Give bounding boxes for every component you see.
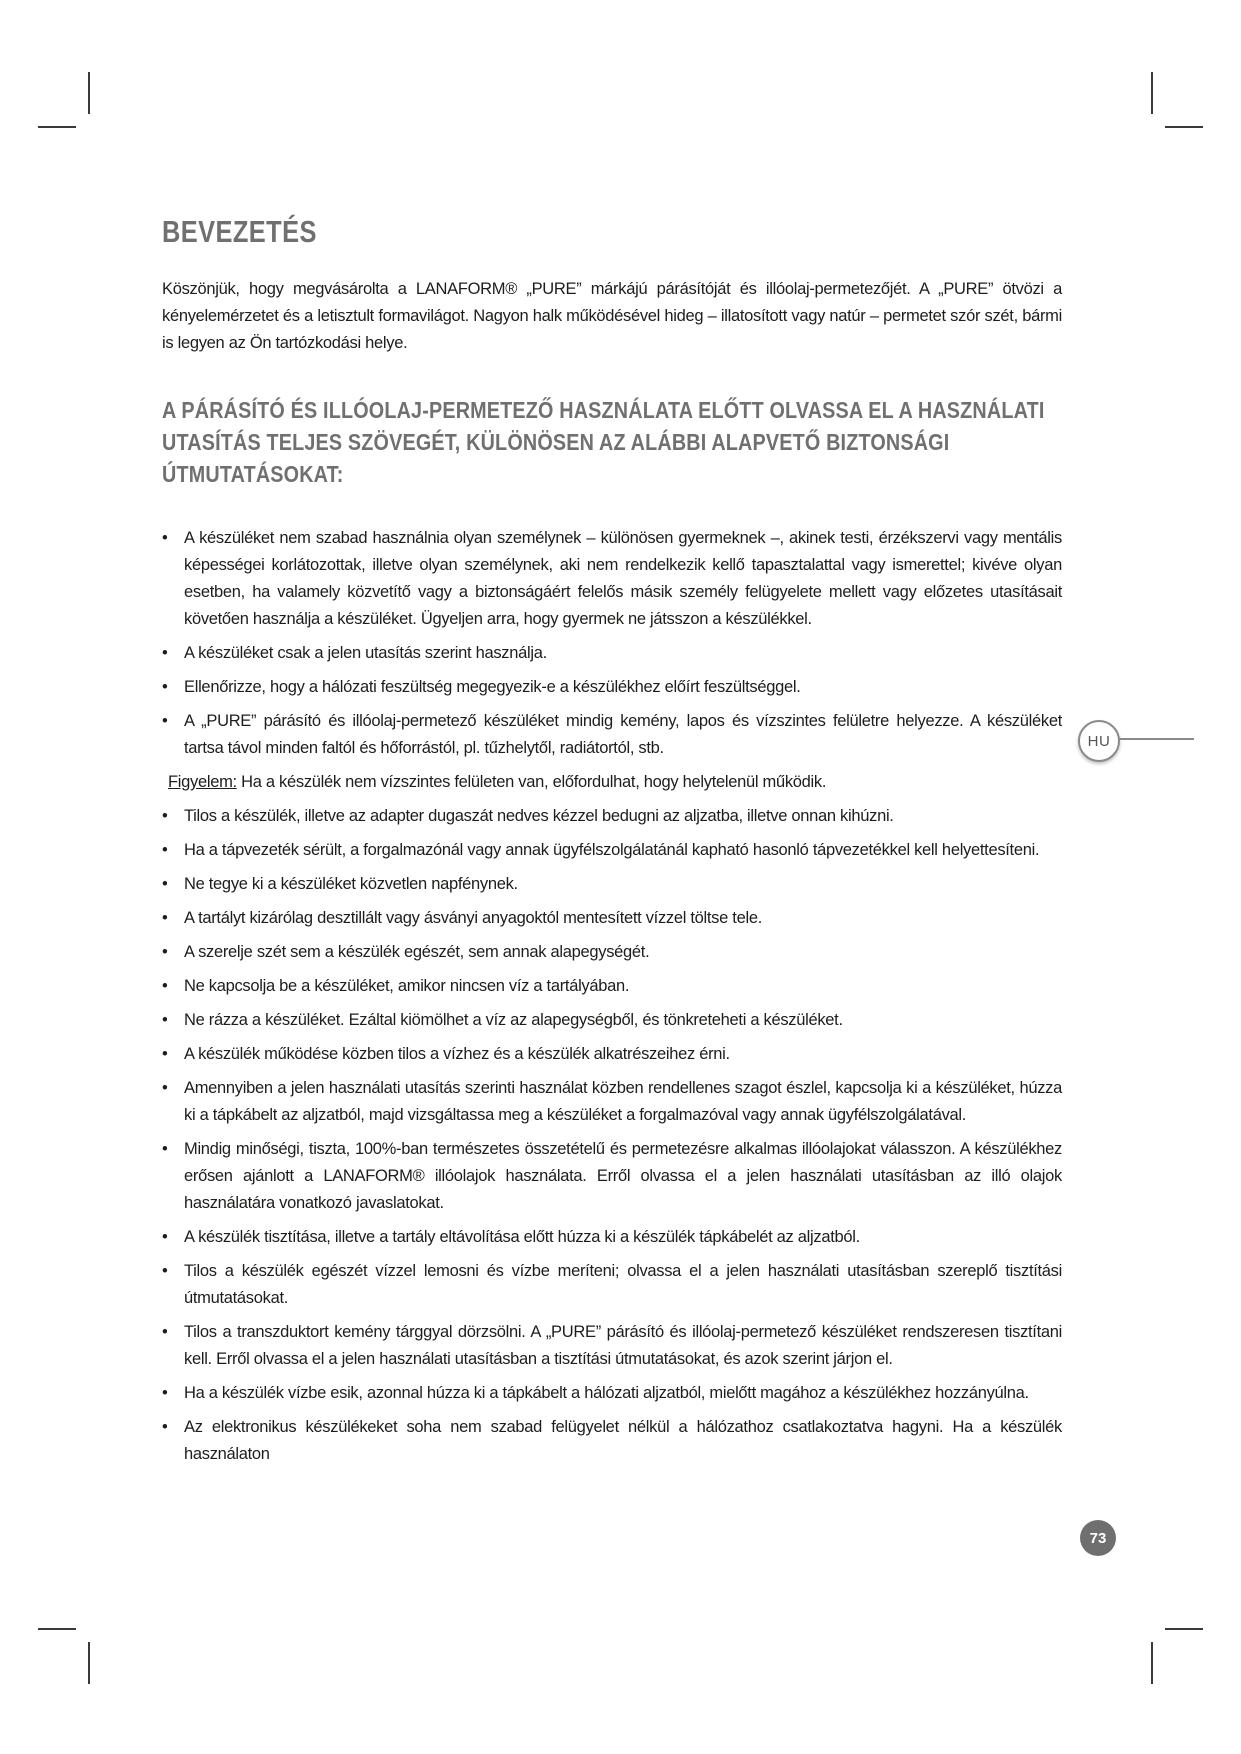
crop-mark-top-right-vertical <box>1151 72 1153 114</box>
crop-mark-top-left-vertical <box>88 72 90 114</box>
safety-heading <box>162 394 1062 490</box>
language-tab-badge: HU <box>1078 720 1120 762</box>
list-item: • Ne rázza a készüléket. Ezáltal kiömölhet a víz az alapegységből, és tönkreteheti a készüléket. <box>162 1007 1062 1034</box>
list-item: • A készülék tisztítása, illetve a tartály eltávolítása előtt húzza ki a készülék tápkábelét az aljzatból. <box>162 1224 1062 1251</box>
note-text: Ha a készülék nem vízszintes felületen van, előfordulhat, hogy helytelenül működik. <box>236 773 827 791</box>
list-item: • Ne tegye ki a készüléket közvetlen napfénynek. <box>162 871 1062 898</box>
list-item: • Ha a tápvezeték sérült, a forgalmazónál vagy annak ügyfélszolgálatánál kapható hasonló tápvezetékkel kell helyettesíteni. <box>162 837 1062 864</box>
list-item: • Az elektronikus készülékeket soha nem szabad felügyelet nélkül a hálózathoz csatlakoztatva hagyni. Ha a készülék használaton <box>162 1414 1062 1468</box>
intro-paragraph: Köszönjük, hogy megvásárolta a LANAFORM® „PURE” márkájú párásítóját és illóolaj-permetezőjét. A „PURE” ötvözi a kényelemérzetet és a letisztult formavilágot. Nagyon halk működésével hideg – illatosított vagy natúr – permetet szór szét, bármi is legyen az Ön tartózkodási helye. <box>162 280 1062 352</box>
crop-mark-top-right-horizontal <box>1165 126 1203 128</box>
warning-note <box>162 769 1062 796</box>
crop-mark-bottom-left-vertical <box>88 1642 90 1684</box>
list-item: • Amennyiben a jelen használati utasítás szerinti használat közben rendellenes szagot észlel, kapcsolja ki a készüléket, húzza ki a tápkábelt az aljzatból, majd vizsgáltassa meg a készüléket a forgalmazóval vagy annak ügyfélszolgálatával. <box>162 1075 1062 1129</box>
page-title: BEVEZETÉS <box>162 214 317 249</box>
safety-heading-line-2: UTASÍTÁS TELJES SZÖVEGÉT, KÜLÖNÖSEN AZ ALÁBBI ALAPVETŐ BIZTONSÁGI <box>162 429 950 455</box>
list-item: • Tilos a transzduktort kemény tárggyal dörzsölni. A „PURE” párásító és illóolaj-permetező készüléket rendszeresen tisztítani kell. Erről olvassa el a jelen használati utasításban a tisztítási útmutatásokat, és azok szerint járjon el. <box>162 1319 1062 1373</box>
list-item: • Mindig minőségi, tiszta, 100%-ban természetes összetételű és permetezésre alkalmas illóolajokat válasszon. A készülékhez erősen ajánlott a LANAFORM® illóolajok használata. Erről olvassa el a jelen használati utasításban az illó olajok használatára vonatkozó javaslatokat. <box>162 1136 1062 1217</box>
list-item: • A szerelje szét sem a készülék egészét, sem annak alapegységét. <box>162 939 1062 966</box>
list-item: • Ne kapcsolja be a készüléket, amikor nincsen víz a tartályában. <box>162 973 1062 1000</box>
safety-heading-line-1: A PÁRÁSÍTÓ ÉS ILLÓOLAJ-PERMETEZŐ HASZNÁLATA ELŐTT OLVASSA EL A HASZNÁLATI <box>162 397 1045 423</box>
crop-mark-top-left-horizontal <box>38 126 76 128</box>
list-item: • Ha a készülék vízbe esik, azonnal húzza ki a tápkábelt a hálózati aljzatból, mielőtt magához a készülékhez hozzányúlna. <box>162 1380 1062 1407</box>
crop-mark-bottom-right-vertical <box>1151 1642 1153 1684</box>
crop-mark-bottom-left-horizontal <box>38 1628 76 1630</box>
safety-heading-line-3: ÚTMUTATÁSOKAT: <box>162 461 344 487</box>
crop-mark-bottom-right-horizontal <box>1165 1628 1203 1630</box>
language-tab-line <box>1118 738 1194 740</box>
list-item: • Tilos a készülék egészét vízzel lemosni és vízbe meríteni; olvassa el a jelen használati utasításban szereplő tisztítási útmutatásokat. <box>162 1258 1062 1312</box>
safety-rules-list <box>162 525 1062 1475</box>
list-item: • Tilos a készülék, illetve az adapter dugaszát nedves kézzel bedugni az aljzatba, illetve onnan kihúzni. <box>162 803 1062 830</box>
list-item: • A készüléket csak a jelen utasítás szerint használja. <box>162 640 1062 667</box>
note-label: Figyelem: <box>168 773 237 791</box>
list-item: • A készüléket nem szabad használnia olyan személynek – különösen gyermeknek –, akinek testi, érzékszervi vagy mentális képességei korlátozottak, illetve olyan személynek, aki nem rendelkezik kellő tapasztalattal vagy ismerettel; kivéve olyan esetben, ha valamely közvetítő vagy a biztonságáért felelős másik személy felügyelete mellett vagy előzetes utasításait követően használja a készüléket. Ügyeljen arra, hogy gyermek ne játsszon a készülékkel. <box>162 525 1062 633</box>
list-item: • A „PURE” párásító és illóolaj-permetező készüléket mindig kemény, lapos és vízszintes felületre helyezze. A készüléket tartsa távol minden faltól és hőforrástól, pl. tűzhelytől, radiátortól, stb. <box>162 708 1062 762</box>
list-item: • Ellenőrizze, hogy a hálózati feszültség megegyezik-e a készülékhez előírt feszültséggel. <box>162 674 1062 701</box>
list-item: • A készülék működése közben tilos a vízhez és a készülék alkatrészeihez érni. <box>162 1041 1062 1068</box>
page-number-badge: 73 <box>1080 1520 1116 1556</box>
list-item: • A tartályt kizárólag desztillált vagy ásványi anyagoktól mentesített vízzel töltse tele. <box>162 905 1062 932</box>
